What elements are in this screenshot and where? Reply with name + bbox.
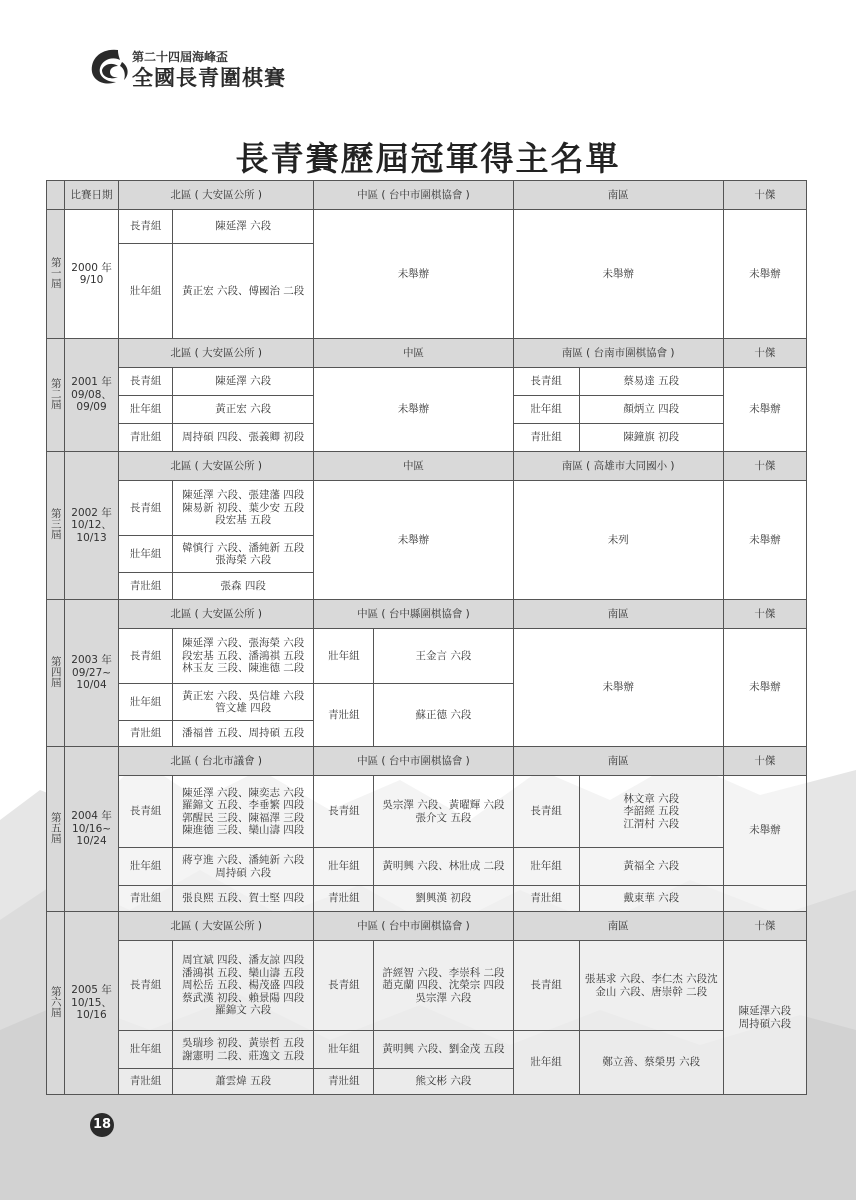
north-header: 北區 ( 大安區公所 ) — [119, 452, 314, 481]
group-label: 壯年組 — [119, 684, 173, 721]
edition-label: 第五屆 — [47, 747, 65, 912]
edition-date: 2005 年 10/15、 10/16 — [65, 912, 119, 1095]
group-label: 長青組 — [119, 481, 173, 536]
top10-cell: 未舉辦 — [723, 481, 806, 600]
winners-cell: 張森 四段 — [173, 573, 314, 600]
south-header: 南區 — [513, 600, 723, 629]
group-label: 壯年組 — [513, 848, 579, 886]
south-cell: 未舉辦 — [513, 629, 723, 747]
group-label: 長青組 — [119, 210, 173, 244]
col-top10: 十傑 — [723, 181, 806, 210]
top10-header: 十傑 — [723, 600, 806, 629]
header-subtitle: 第二十四屆海峰盃 — [132, 50, 229, 64]
group-label: 壯年組 — [119, 1031, 173, 1069]
winners-cell: 黃明興 六段、劉金茂 五段 — [374, 1031, 513, 1069]
central-header: 中區 — [314, 339, 513, 368]
winners-cell: 吳瑞珍 初段、黃崇哲 五段 謝憲明 二段、莊逸文 五段 — [173, 1031, 314, 1069]
winners-cell: 劉興漢 初段 — [374, 886, 513, 912]
table-header-row — [47, 181, 807, 210]
group-label: 青壯組 — [119, 886, 173, 912]
col-north: 北區 ( 大安區公所 ) — [119, 181, 314, 210]
north-header: 北區 ( 大安區公所 ) — [119, 600, 314, 629]
winners-cell: 戴東華 六段 — [579, 886, 723, 912]
winners-cell: 黃福全 六段 — [579, 848, 723, 886]
edition-header-row — [47, 600, 807, 629]
winners-cell: 黃明興 六段、林壯成 二段 — [374, 848, 513, 886]
winners-cell: 熊文彬 六段 — [374, 1069, 513, 1095]
north-header: 北區 ( 大安區公所 ) — [119, 339, 314, 368]
winners-cell: 陳鐘旗 初段 — [579, 424, 723, 452]
winners-cell: 許經智 六段、李崇科 二段 趙克蘭 四段、沈榮宗 四段 吳宗澤 六段 — [374, 941, 513, 1031]
group-label: 青壯組 — [314, 1069, 374, 1095]
central-cell: 未舉辦 — [314, 368, 513, 452]
south-header: 南區 ( 高雄市大同國小 ) — [513, 452, 723, 481]
group-label: 長青組 — [513, 368, 579, 396]
group-label: 壯年組 — [119, 848, 173, 886]
edition-date: 2002 年 10/12、 10/13 — [65, 452, 119, 600]
central-header: 中區 ( 台中市圍棋協會 ) — [314, 747, 513, 776]
champions-table — [46, 180, 807, 1095]
group-label: 長青組 — [314, 776, 374, 848]
edition-header-row — [47, 912, 807, 941]
group-label: 青壯組 — [119, 1069, 173, 1095]
logo-icon — [88, 44, 138, 90]
group-label: 壯年組 — [119, 396, 173, 424]
group-label: 長青組 — [119, 941, 173, 1031]
south-cell: 未舉辦 — [513, 210, 723, 339]
table-row — [47, 629, 807, 684]
edition-date: 2004 年 10/16~ 10/24 — [65, 747, 119, 912]
edition-date: 2001 年 09/08、 09/09 — [65, 339, 119, 452]
south-header: 南區 ( 台南市圍棋協會 ) — [513, 339, 723, 368]
group-label: 長青組 — [119, 368, 173, 396]
winners-cell: 陳延澤 六段、張海榮 六段 段宏基 五段、潘鴻祺 五段 林玉友 三段、陳進德 二段 — [173, 629, 314, 684]
winners-cell: 蔣亨進 六段、潘純新 六段 周持碩 六段 — [173, 848, 314, 886]
winners-cell: 韓慎行 六段、潘純新 五段 張海榮 六段 — [173, 536, 314, 573]
header-blank-cell — [47, 181, 65, 210]
group-label: 青壯組 — [119, 573, 173, 600]
group-label: 青壯組 — [314, 886, 374, 912]
top10-header: 十傑 — [723, 912, 806, 941]
edition-label: 第四屆 — [47, 600, 65, 747]
winners-cell: 陳延澤 六段 — [173, 368, 314, 396]
winners-cell: 周宜斌 四段、潘友諒 四段 潘鴻祺 五段、欒山濤 五段 周松岳 五段、楊茂盛 四段 蔡武漢 初段、賴景陽 四段 羅錦文 六段 — [173, 941, 314, 1031]
top10-header: 十傑 — [723, 339, 806, 368]
top10-cell: 陳延澤六段 周持碩六段 — [723, 941, 806, 1095]
top10-blank-cell — [723, 886, 806, 912]
table-row — [47, 886, 807, 912]
central-cell: 未舉辦 — [314, 481, 513, 600]
winners-cell: 周持碩 四段、張義卿 初段 — [173, 424, 314, 452]
group-label: 壯年組 — [314, 1031, 374, 1069]
south-header: 南區 — [513, 912, 723, 941]
edition-label: 第六屆 — [47, 912, 65, 1095]
edition-label: 第一屆 — [47, 210, 65, 339]
edition-header-row — [47, 452, 807, 481]
group-label: 長青組 — [513, 941, 579, 1031]
winners-cell: 黃正宏 六段、傅國治 二段 — [173, 244, 314, 339]
edition-label: 第二屆 — [47, 339, 65, 452]
winners-cell: 蘇正德 六段 — [374, 684, 513, 747]
group-label: 長青組 — [119, 776, 173, 848]
table-row — [47, 210, 807, 244]
col-central: 中區 ( 台中市圍棋協會 ) — [314, 181, 513, 210]
group-label: 壯年組 — [119, 536, 173, 573]
top10-cell: 未舉辦 — [723, 210, 806, 339]
table-row — [47, 848, 807, 886]
winners-cell: 陳延澤 六段、張建藩 四段 陳易新 初段、葉少安 五段 段宏基 五段 — [173, 481, 314, 536]
winners-cell: 黃正宏 六段、吳信雄 六段 管文雄 四段 — [173, 684, 314, 721]
group-label: 長青組 — [314, 941, 374, 1031]
winners-cell: 顏炳立 四段 — [579, 396, 723, 424]
header-title: 全國長青圍棋賽 — [132, 66, 286, 90]
page-number: 18 — [90, 1113, 114, 1137]
edition-date: 2003 年 09/27~ 10/04 — [65, 600, 119, 747]
group-label: 壯年組 — [513, 396, 579, 424]
winners-cell: 張良熙 五段、賀士堅 四段 — [173, 886, 314, 912]
winners-cell: 吳宗澤 六段、黃曜輝 六段 張介文 五段 — [374, 776, 513, 848]
central-header: 中區 ( 台中市圍棋協會 ) — [314, 912, 513, 941]
group-label: 青壯組 — [513, 886, 579, 912]
group-label: 長青組 — [513, 776, 579, 848]
group-label: 青壯組 — [314, 684, 374, 747]
edition-date: 2000 年 9/10 — [65, 210, 119, 339]
central-cell: 未舉辦 — [314, 210, 513, 339]
table-row — [47, 481, 807, 536]
group-label: 青壯組 — [513, 424, 579, 452]
group-label: 壯年組 — [513, 1031, 579, 1095]
winners-cell: 陳延澤 六段 — [173, 210, 314, 244]
central-header: 中區 ( 台中縣圍棋協會 ) — [314, 600, 513, 629]
table-row — [47, 776, 807, 848]
top10-cell: 未舉辦 — [723, 368, 806, 452]
south-cell: 未列 — [513, 481, 723, 600]
table-row — [47, 368, 807, 396]
group-label: 青壯組 — [119, 721, 173, 747]
edition-label: 第三屆 — [47, 452, 65, 600]
winners-cell: 黃正宏 六段 — [173, 396, 314, 424]
winners-cell: 蔡易達 五段 — [579, 368, 723, 396]
table-row — [47, 1031, 807, 1069]
group-label: 壯年組 — [314, 848, 374, 886]
group-label: 青壯組 — [119, 424, 173, 452]
north-header: 北區 ( 大安區公所 ) — [119, 912, 314, 941]
group-label: 長青組 — [119, 629, 173, 684]
top10-header: 十傑 — [723, 747, 806, 776]
col-south: 南區 — [513, 181, 723, 210]
edition-header-row — [47, 747, 807, 776]
north-header: 北區 ( 台北市議會 ) — [119, 747, 314, 776]
top10-cell: 未舉辦 — [723, 629, 806, 747]
top10-header: 十傑 — [723, 452, 806, 481]
winners-cell: 蕭雲煒 五段 — [173, 1069, 314, 1095]
central-header: 中區 — [314, 452, 513, 481]
winners-cell: 鄭立善、蔡榮男 六段 — [579, 1031, 723, 1095]
winners-cell: 林文章 六段 李韶經 五段 江渭村 六段 — [579, 776, 723, 848]
top10-cell: 未舉辦 — [723, 776, 806, 886]
document-title: 長青賽歷屆冠軍得主名單 — [235, 139, 621, 178]
group-label: 壯年組 — [314, 629, 374, 684]
winners-cell: 王金言 六段 — [374, 629, 513, 684]
col-date: 比賽日期 — [65, 181, 119, 210]
winners-cell: 陳延澤 六段、陳奕志 六段 羅錦文 五段、李垂繁 四段 郭醒民 三段、陳福澤 三段 陳進德 三段、欒山濤 四段 — [173, 776, 314, 848]
winners-cell: 張基求 六段、李仁杰 六段沈 金山 六段、唐崇幹 二段 — [579, 941, 723, 1031]
winners-cell: 潘福普 五段、周持碩 五段 — [173, 721, 314, 747]
group-label: 壯年組 — [119, 244, 173, 339]
table-row — [47, 941, 807, 1031]
edition-header-row — [47, 339, 807, 368]
south-header: 南區 — [513, 747, 723, 776]
